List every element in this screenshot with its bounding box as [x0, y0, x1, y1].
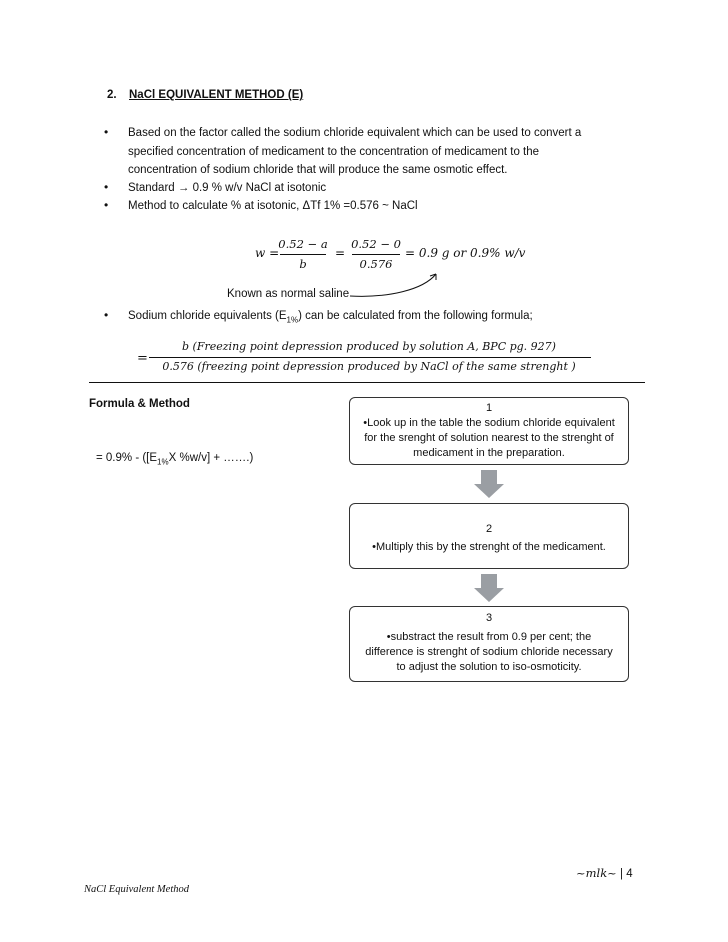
step-box-1: [349, 397, 629, 465]
bullet-icon: •: [104, 198, 109, 212]
bullet-icon: •: [104, 125, 109, 139]
eq2-denominator: 0.576 (freezing point depression produced by NaCl of the same strenght ): [162, 360, 576, 373]
bullet-text-4: Sodium chloride equivalents $(E_{1\%})$ can be calculated from the following formula;: [128, 310, 533, 325]
eq1-rhs: = 0.9 g or 0.9% w/v: [405, 246, 526, 260]
step-number: 3: [485, 612, 493, 624]
step-text: •substract the result from 0.9 per cent; the difference is strenght of sodium chloride necessary to adjust the solution to iso-osmoticity.: [365, 631, 613, 673]
step-box-3: [349, 606, 629, 682]
formula-expression: = $0.9\% - ([E_{1\%}X$ %w/v] + …….): [96, 452, 254, 467]
down-arrow-icon: [474, 574, 504, 602]
heading-number: 2.: [107, 89, 117, 101]
eq1-frac1-denominator: b: [299, 257, 307, 271]
author-signature: ~mlk~: [576, 866, 617, 880]
horizontal-divider: [89, 382, 645, 383]
fraction-bar: [352, 254, 400, 255]
step-number: 1: [485, 402, 493, 414]
eq1-frac2-denominator: 0.576: [359, 257, 393, 271]
bullet-text-1: Based on the factor called the sodium chloride equivalent which can be used to convert a specified concentration of medicament to the concentration of medicament to the concentration of sodium chloride that will produce the same osmotic effect.: [128, 127, 582, 176]
step-text: •Multiply this by the strenght of the medicament.: [372, 541, 606, 553]
page-number: [576, 866, 633, 880]
bullet-text-3: Method to calculate % at isotonic, ΔTf 1% =0.576 ~ NaCl: [128, 200, 418, 212]
bullet-text-2: Standard → 0.9 % w/v NaCl at isotonic: [128, 182, 327, 194]
page-footer: NaCl Equivalent Method: [84, 884, 189, 895]
normal-saline-annotation: Known as normal saline: [227, 288, 350, 300]
fraction-bar: [280, 254, 326, 255]
eq1-frac1-numerator: 0.52 − a: [278, 237, 328, 251]
step-box-2: [349, 503, 629, 569]
curved-arrow-icon: [348, 268, 448, 302]
eq1-lhs: w =: [255, 246, 280, 260]
page-number-value: 4: [626, 868, 633, 880]
formula-method-title: Formula & Method: [89, 398, 190, 410]
eq1-frac2-numerator: 0.52 − 0: [351, 237, 401, 251]
section-heading: [107, 89, 303, 101]
eq2-equals: =: [137, 351, 148, 366]
eq1-equals: =: [335, 246, 346, 260]
bullet-icon: •: [104, 180, 109, 194]
step-text: •Look up in the table the sodium chloride equivalent for the srenght of solution nearest to the strenght of medicament in the preparation.: [363, 417, 615, 459]
fraction-bar: [149, 357, 591, 358]
page-separator: |: [620, 868, 624, 880]
bullet-icon: •: [104, 308, 109, 322]
eq2-numerator: b (Freezing point depression produced by solution A, BPC pg. 927): [182, 340, 556, 353]
heading-title: NaCl EQUIVALENT METHOD (E): [129, 89, 304, 101]
down-arrow-icon: [474, 470, 504, 498]
step-number: 2: [485, 523, 493, 535]
